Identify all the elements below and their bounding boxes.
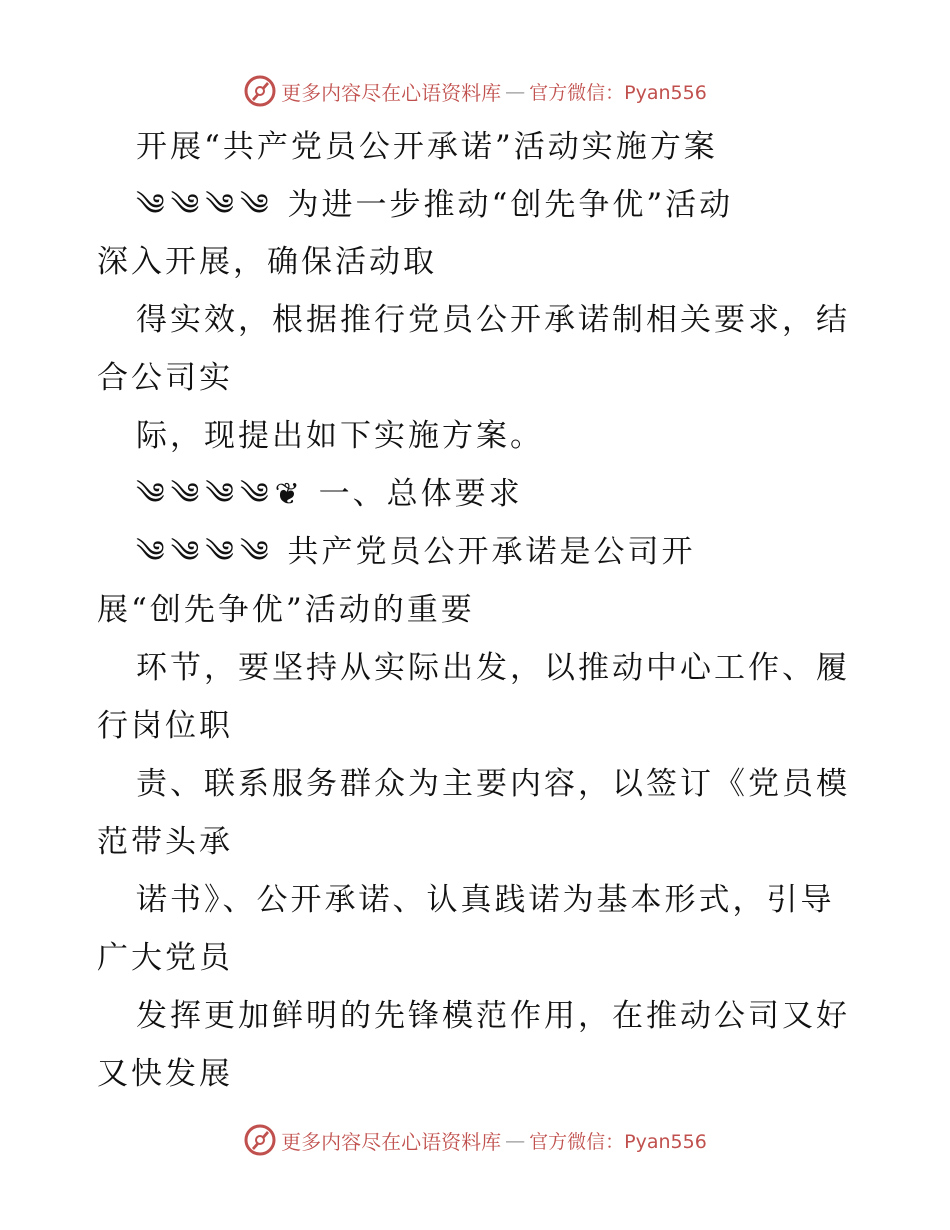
doc-line-11: 责、联系服务群众为主要内容，以签订《党员模 [136, 766, 850, 802]
doc-line-1-text: 为进一步推动“创先争优”活动 [287, 187, 734, 223]
doc-line-8: 展“创先争优”活动的重要 [97, 592, 475, 628]
footer-promo-text: 更多内容尽在心语资料库 [281, 1129, 502, 1154]
section-heading [136, 474, 523, 515]
header-promo-text: 更多内容尽在心语资料库 [281, 80, 502, 105]
doc-title: 开展“共产党员公开承诺”活动实施方案 [136, 129, 718, 165]
doc-line-16: 又快发展 [97, 1056, 233, 1092]
doc-line-7 [136, 532, 695, 573]
doc-line-10: 行岗位职 [97, 708, 233, 744]
header-separator: — [505, 79, 526, 103]
header-banner [0, 71, 950, 111]
doc-line-3: 得实效，根据推行党员公开承诺制相关要求，结 [136, 302, 850, 338]
footer-banner-content [243, 1123, 707, 1157]
section-heading-text: 一、总体要求 [318, 476, 523, 512]
doc-line-7-text: 共产党员公开承诺是公司开 [287, 534, 696, 570]
doc-line-9: 环节，要坚持从实际出发，以推动中心工作、履 [136, 650, 850, 686]
doc-line-1 [136, 185, 733, 226]
doc-line-2: 深入开展，确保活动取 [97, 244, 437, 280]
footer-banner [0, 1120, 950, 1160]
quill-logo-icon [243, 74, 277, 108]
footer-separator: — [505, 1128, 526, 1152]
header-wechat-label: 官方微信：Pyan556 [529, 81, 707, 104]
header-banner-content [243, 74, 707, 108]
doc-line-5: 际，现提出如下实施方案。 [136, 418, 544, 454]
doc-line-13: 诺书》、公开承诺、认真践诺为基本形式，引导 [136, 882, 835, 918]
doc-line-4: 合公司实 [97, 360, 233, 396]
doc-line-12: 范带头承 [97, 824, 233, 860]
ornament-decoration: ༄༄༄༄ [136, 535, 275, 570]
footer-wechat-label: 官方微信：Pyan556 [529, 1130, 707, 1153]
quill-logo-icon [243, 1123, 277, 1157]
doc-line-15: 发挥更加鲜明的先锋模范作用，在推动公司又好 [136, 998, 850, 1034]
ornament-decoration: ༄༄༄༄ [136, 188, 275, 223]
ornament-decoration: ༄༄༄༄❦ [136, 477, 306, 512]
doc-line-14: 广大党员 [97, 940, 233, 976]
